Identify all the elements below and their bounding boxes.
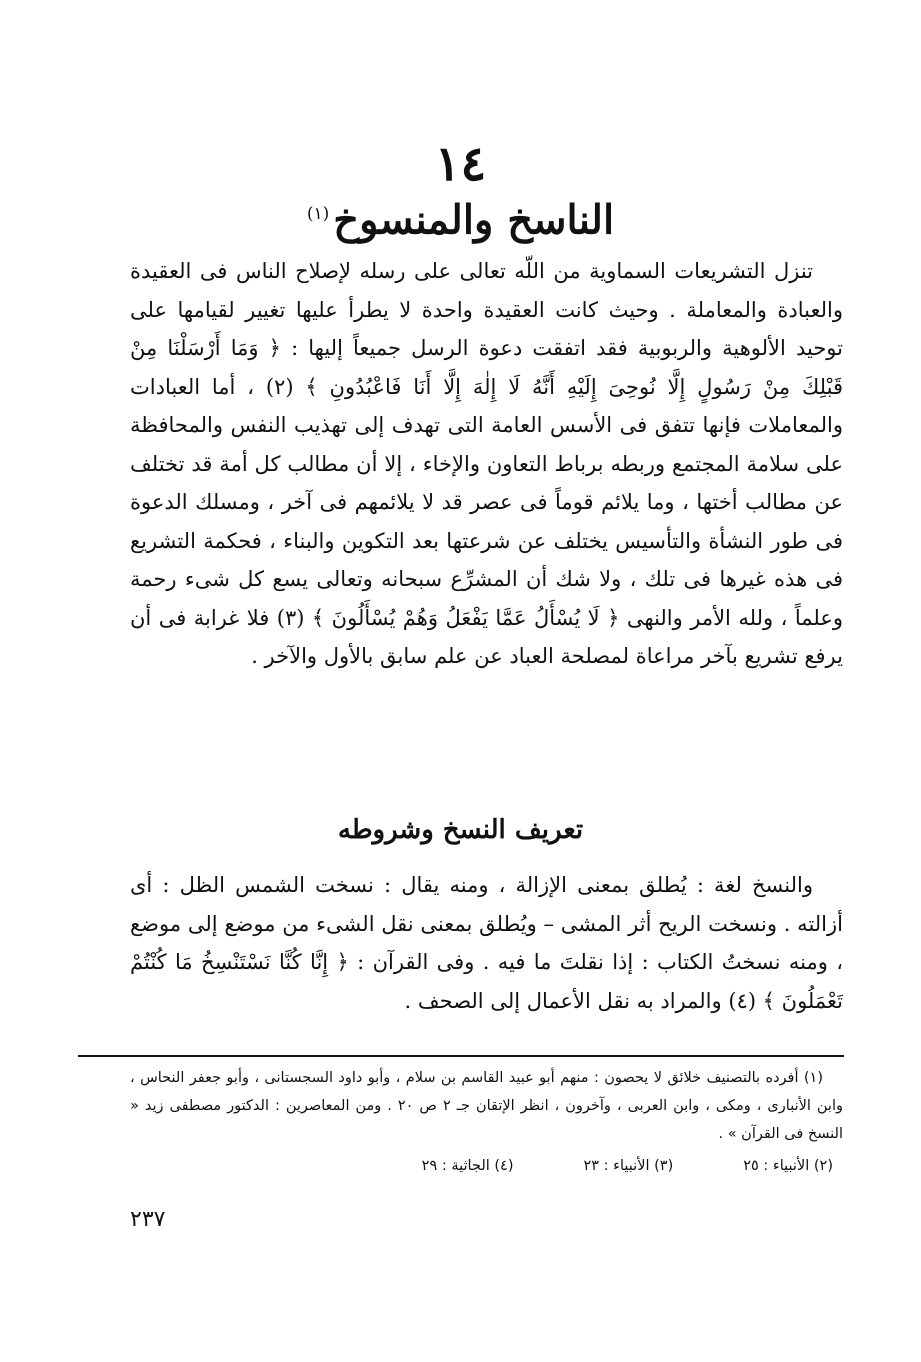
footnote-1: (١) أفرده بالتصنيف خلائق لا يحصون : منهم أبو عبيد القاسم بن سلام ، وأبو داود السجستانى ، وأبو جعفر النحاس ، وابن الأنبارى ، ومكى ، وابن العربى ، وآخرون ، انظر الإتقان جـ ٢ ص ٢٠ . ومن المعاصرين : الدكتور مصطفى زيد « النسخ فى القرآن » . bbox=[130, 1070, 843, 1142]
page-number: ٢٣٧ bbox=[130, 1207, 166, 1232]
footnote-row bbox=[130, 1152, 843, 1180]
definition-paragraph: والنسخ لغة : يُطلق بمعنى الإزالة ، ومنه يقال : نسخت الشمس الظل : أى أزالته . ونسخت الريح أثر المشى – ويُطلق بمعنى نقل الشىء من موضع إلى موضع ، ومنه نسختُ الكتاب : إذا نقلتَ ما فيه . وفى القرآن : ﴿ إِنَّا كُنَّا نَسْتَنْسِخُ مَا كُنْتُمْ تَعْمَلُونَ ﴾ (٤) والمراد به نقل الأعمال إلى الصحف . bbox=[130, 873, 843, 1013]
chapter-title bbox=[0, 186, 921, 248]
footnote-2: (٢) الأنبياء : ٢٥ bbox=[743, 1158, 833, 1174]
footnote-ref: (١) bbox=[306, 204, 330, 224]
intro-paragraph: تنزل التشريعات السماوية من اللّه تعالى على رسله لإصلاح الناس فى العقيدة والعبادة والمعاملة . وحيث كانت العقيدة واحدة لا يطرأ عليها تغيير لقيامها على توحيد الألوهية والربوبية فقد اتفقت دعوة الرسل جميعاً إليها : ﴿ وَمَا أَرْسَلْنَا مِنْ قَبْلِكَ مِنْ رَسُولٍ إِلَّا نُوحِىَ إِلَيْهِ أَنَّهُ لَا إِلٰهَ إِلَّا أَنَا فَاعْبُدُونِ ﴾ (٢) ، أما العبادات والمعاملات فإنها تتفق فى الأسس العامة التى تهدف إلى تهذيب النفس والمحافظة على سلامة المجتمع وربطه برباط التعاون والإخاء ، إلا أن مطالب كل أمة قد تختلف عن مطالب أختها ، وما يلائم قوماً فى عصر قد لا يلائمهم فى آخر ، ومسلك الدعوة فى طور النشأة والتأسيس يختلف عن شرعتها بعد التكوين والبناء ، فحكمة التشريع فى هذه غيرها فى تلك ، ولا شك أن المشرِّع سبحانه وتعالى يسع كل شىء رحمة وعلماً ، ولله الأمر والنهى ﴿ لَا يُسْأَلُ عَمَّا يَفْعَلُ وَهُمْ يُسْأَلُونَ ﴾ (٣) فلا غرابة فى أن يرفع تشريع بآخر مراعاة لمصلحة العباد عن علم سابق بالأول والآخر . bbox=[130, 259, 843, 668]
footnotes bbox=[130, 1064, 843, 1180]
footnote-3: (٣) الأنبياء : ٢٣ bbox=[583, 1158, 674, 1174]
footnote-divider bbox=[78, 1055, 844, 1057]
footnote-4: (٤) الجاثية : ٢٩ bbox=[421, 1158, 514, 1174]
chapter-title-text: الناسخ والمنسوخ bbox=[333, 196, 615, 244]
section-heading: تعريف النسخ وشروطه bbox=[337, 815, 584, 845]
chapter-number: ١٤ bbox=[434, 136, 487, 192]
